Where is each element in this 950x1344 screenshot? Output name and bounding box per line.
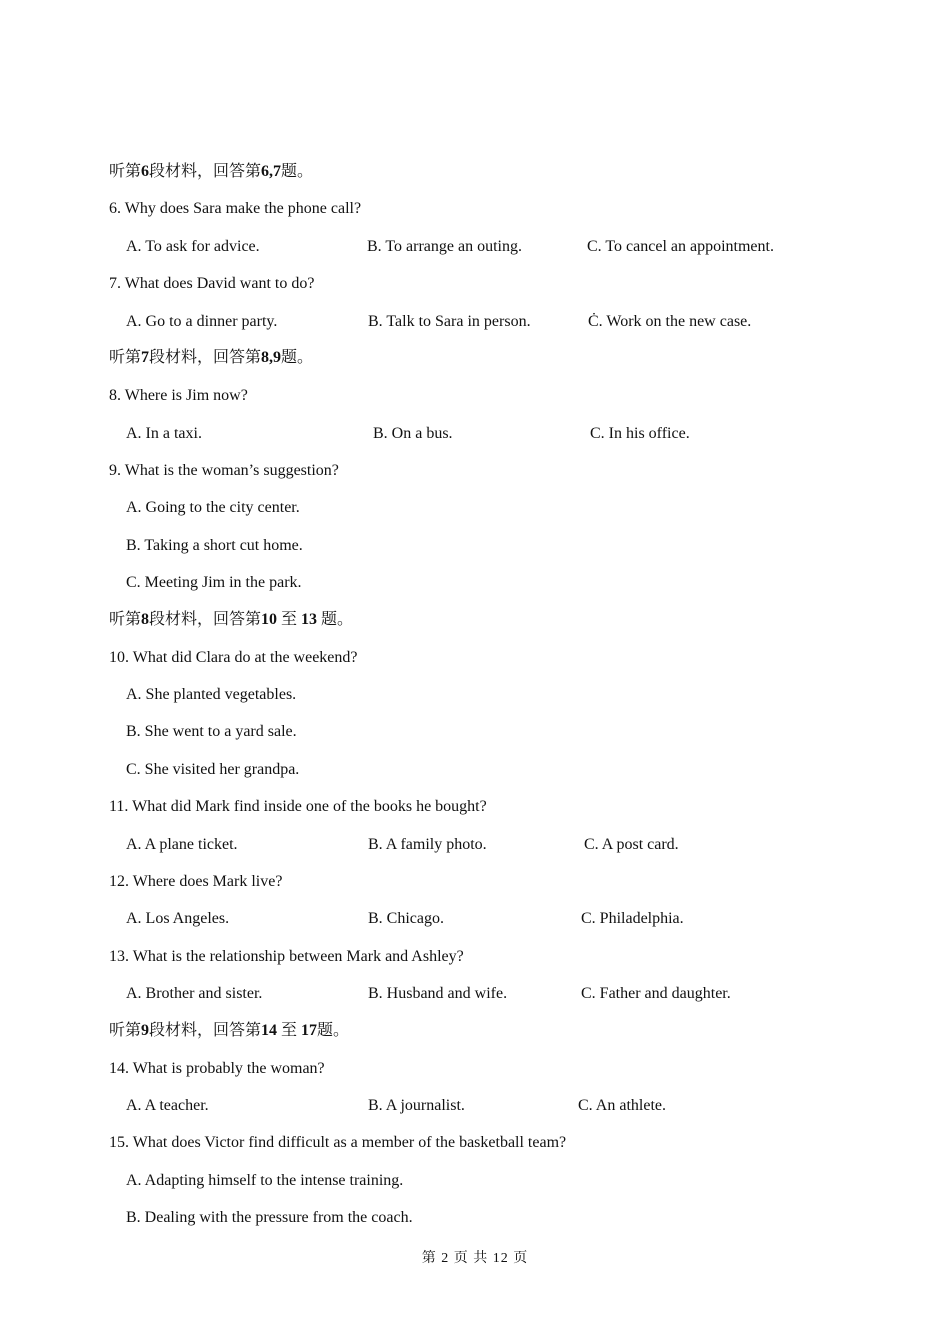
- option-b: B. To arrange an outing.: [367, 238, 522, 255]
- option-c: C. To cancel an appointment.: [587, 238, 774, 255]
- section-heading: 听第9段材料，回答第14 至 17题。: [109, 1022, 350, 1039]
- option-b: B. She went to a yard sale.: [126, 723, 297, 740]
- option-b: B. A journalist.: [368, 1097, 465, 1114]
- option-b: B. Dealing with the pressure from the coach.: [126, 1209, 413, 1226]
- option-c: Ċ. Work on the new case.: [588, 313, 752, 330]
- section-heading: 听第7段材料，回答第8,9题。: [109, 349, 314, 366]
- question-text: 10. What did Clara do at the weekend?: [109, 649, 358, 666]
- option-b: B. Chicago.: [368, 910, 444, 927]
- option-a: A. Adapting himself to the intense training.: [126, 1172, 404, 1189]
- question-text: 9. What is the woman’s suggestion?: [109, 462, 339, 479]
- option-b: B. A family photo.: [368, 836, 487, 853]
- option-a: A. A plane ticket.: [126, 836, 238, 853]
- option-a: A. Los Angeles.: [126, 910, 230, 927]
- question-text: 12. Where does Mark live?: [109, 873, 283, 890]
- option-a: A. A teacher.: [126, 1097, 209, 1114]
- section-heading: 听第8段材料，回答第10 至 13 题。: [109, 611, 354, 628]
- option-c: C. Meeting Jim in the park.: [126, 574, 302, 591]
- option-c: C. An athlete.: [578, 1097, 666, 1114]
- option-a: A. To ask for advice.: [126, 238, 260, 255]
- option-a: A. She planted vegetables.: [126, 686, 297, 703]
- option-b: B. On a bus.: [373, 425, 453, 442]
- question-text: 11. What did Mark find inside one of the books he bought?: [109, 798, 487, 815]
- question-text: 13. What is the relationship between Mark and Ashley?: [109, 948, 464, 965]
- option-c: C. Father and daughter.: [581, 985, 731, 1002]
- question-text: 8. Where is Jim now?: [109, 387, 248, 404]
- option-b: B. Taking a short cut home.: [126, 537, 303, 554]
- page-footer: 第 2 页 共 12 页: [421, 1251, 529, 1266]
- option-a: A. Going to the city center.: [126, 499, 300, 516]
- option-a: A. In a taxi.: [126, 425, 202, 442]
- option-b: B. Husband and wife.: [368, 985, 508, 1002]
- option-c: C. In his office.: [590, 425, 690, 442]
- option-a: A. Go to a dinner party.: [126, 313, 278, 330]
- option-c: C. A post card.: [584, 836, 679, 853]
- question-text: 7. What does David want to do?: [109, 275, 315, 292]
- question-text: 6. Why does Sara make the phone call?: [109, 200, 362, 217]
- question-text: 15. What does Victor find difficult as a member of the basketball team?: [109, 1134, 567, 1151]
- section-heading: 听第6段材料，回答第6,7题。: [109, 163, 314, 180]
- option-a: A. Brother and sister.: [126, 985, 263, 1002]
- option-b: B. Talk to Sara in person.: [368, 313, 531, 330]
- option-c: C. She visited her grandpa.: [126, 761, 300, 778]
- option-c: C. Philadelphia.: [581, 910, 684, 927]
- question-text: 14. What is probably the woman?: [109, 1060, 325, 1077]
